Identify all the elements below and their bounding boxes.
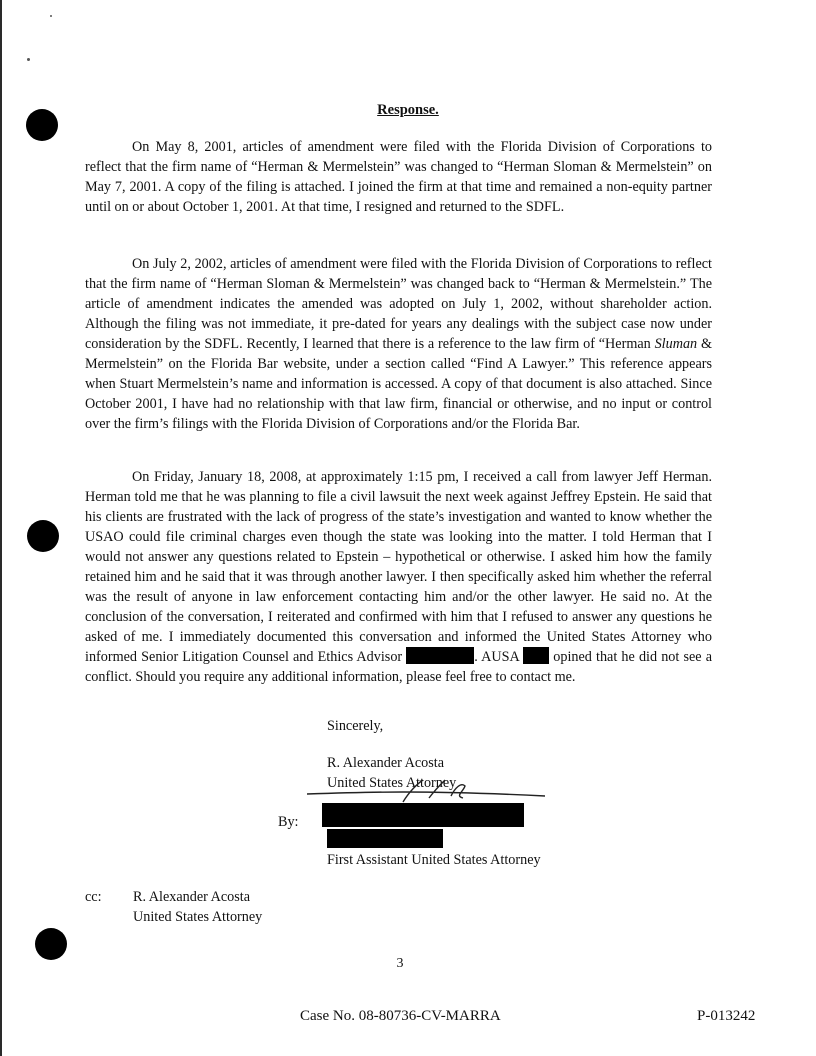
case-number: Case No. 08-80736-CV-MARRA bbox=[300, 1008, 501, 1024]
cc-name: R. Alexander Acosta bbox=[133, 889, 251, 905]
paragraph-2-text-cont: & Mermelstein” on the Florida Bar website, under a section called “Find A Lawyer.” This reference appears when Stuart Mermelstein’s name and information is accessed. A copy of that document is also attached. Since October 2001, I have had no relationship with that law firm, financial or otherwise, and no input or control over the firm’s filings with the Florida Division of Corporations and/or the Florida Bar. bbox=[85, 336, 712, 432]
redaction-ethics-advisor bbox=[406, 647, 474, 664]
paragraph-3-text: On Friday, January 18, 2008, at approximately 1:15 pm, I received a call from lawyer Jeff Herman. Herman told me that he was planning to file a civil lawsuit the next week against Jeffrey Epstein. He said that his clients are frustrated with the lack of progress of the state’s investigation and wanted to know whether the USAO could file criminal charges even though the state was looking into the matter. I told Herman that I would not answer any questions related to Epstein – hypothetical or otherwise. I asked him how the family retained him and he said that it was through another lawyer. I then specifically asked him whether the referral was the result of anyone in law enforcement contacting him and/or the other lawyer. He said no. At the conclusion of the conversation, I reiterated and confirmed with him that I refused to answer any questions he asked of me. I immediately documented this conversation and informed the United States Attorney who informed Senior Litigation Counsel and Ethics Advisor bbox=[85, 469, 712, 665]
signature-name: R. Alexander Acosta bbox=[327, 755, 445, 771]
redaction-signer-signature bbox=[322, 803, 524, 827]
paragraph-3 bbox=[85, 467, 712, 687]
paragraph-2-text: On July 2, 2002, articles of amendment were filed with the Florida Division of Corporations to reflect that the firm name of “Herman Sloman & Mermelstein” was changed back to “Herman & Mermelstein.” The article of amendment indicates the amended was adopted on July 1, 2002, without shareholder action. Although the filing was not immediate, it pre-dated for years any dealings with the subject case now under consideration by the SDFL. Recently, I learned that there is a reference to the law firm of “Herman bbox=[85, 256, 712, 352]
redaction-signer-name bbox=[327, 829, 443, 848]
signer-title: First Assistant United States Attorney bbox=[327, 852, 541, 868]
paragraph-1: On May 8, 2001, articles of amendment were filed with the Florida Division of Corporations to reflect that the firm name of “Herman & Mermelstein” was changed to “Herman Sloman & Mermelstein” on May 7, 2001. A copy of the filing is attached. I joined the firm at that time and remained a non-equity partner until on or about October 1, 2001. At that time, I resigned and returned to the SDFL. bbox=[85, 139, 712, 215]
paragraph-2 bbox=[85, 254, 712, 434]
paragraph-2-italic-name: Sluman bbox=[654, 336, 698, 352]
page-left-edge bbox=[0, 0, 2, 1056]
redaction-ausa-name bbox=[523, 647, 549, 664]
section-heading: Response. bbox=[377, 102, 439, 118]
scan-speck bbox=[27, 58, 30, 61]
punch-hole-middle bbox=[27, 520, 59, 552]
bates-number: P-013242 bbox=[697, 1008, 756, 1024]
page-number: 3 bbox=[396, 956, 404, 971]
paragraph-3-closing: opined that he did not see a conflict. Should you require any additional information, please feel free to contact me. bbox=[85, 649, 713, 685]
punch-hole-bottom bbox=[35, 928, 67, 960]
scan-speck bbox=[50, 15, 52, 17]
signature-title: United States Attorney bbox=[327, 775, 457, 791]
cc-label: cc: bbox=[85, 889, 102, 905]
by-label: By: bbox=[278, 814, 299, 830]
signature-closing: Sincerely, bbox=[327, 718, 384, 734]
cc-title: United States Attorney bbox=[133, 909, 263, 925]
paragraph-3-ausa: . AUSA bbox=[474, 649, 524, 665]
